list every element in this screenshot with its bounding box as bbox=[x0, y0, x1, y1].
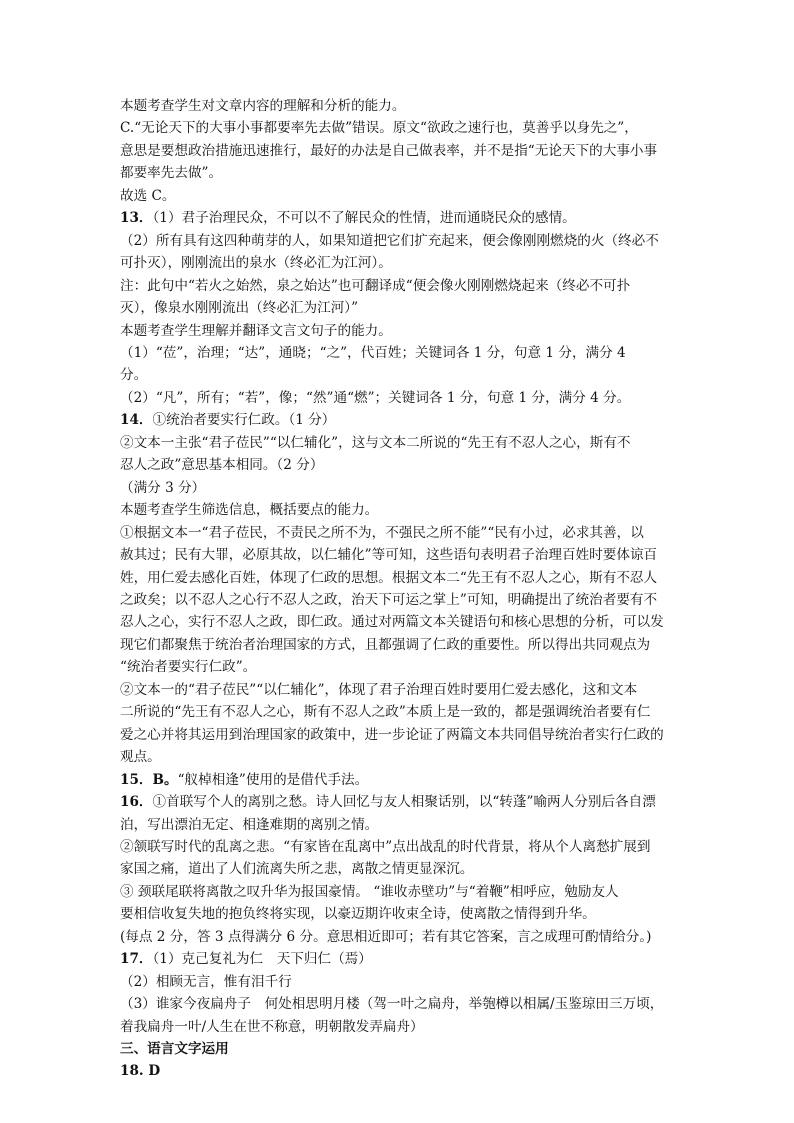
line-text: 忍人之政”意思基本相同。（2 分） bbox=[120, 457, 324, 474]
text-line bbox=[120, 948, 680, 970]
text-line bbox=[120, 634, 680, 656]
text-line bbox=[120, 432, 680, 454]
line-text: (每点 2 分，答 3 点得满分 6 分。意思相近即可；若有其它答案，言之成理可酌情给分。) bbox=[120, 928, 652, 945]
line-text: （3）谁家今夜扁舟子 何处相思明月楼（驾一叶之扁舟，举匏樽以相属/玉鉴琼田三万顷， bbox=[120, 996, 664, 1013]
text-line bbox=[120, 544, 680, 566]
text-line bbox=[120, 297, 680, 319]
text-line bbox=[120, 679, 680, 701]
text-line bbox=[120, 162, 680, 184]
line-text: （1）克己复礼为仁 天下归仁（焉） bbox=[152, 951, 372, 968]
text-line bbox=[120, 207, 680, 229]
line-text: （2）所有具有这四种萌芽的人，如果知道把它们扩充起来，便会像刚刚燃烧的火（终必不 bbox=[120, 232, 659, 249]
question-number: 13． bbox=[120, 210, 153, 227]
question-number: 三、语言文字运用 bbox=[120, 1041, 229, 1058]
text-line bbox=[120, 1016, 680, 1038]
line-text: ①根据文本一“君子莅民，不责民之所不为，不强民之所不能”“民有小过，必求其善，以 bbox=[120, 524, 644, 541]
line-text: “舣棹相逢”使用的是借代手法。 bbox=[177, 771, 369, 788]
text-line bbox=[120, 746, 680, 768]
line-text: ②文本一主张“君子莅民”“以仁辅化”，这与文本二所说的“先王有不忍人之心，斯有不 bbox=[120, 434, 631, 451]
line-text: 观点。 bbox=[120, 749, 161, 766]
text-line bbox=[120, 387, 680, 409]
line-text: ②文本一的“君子莅民”“以仁辅化”，体现了君子治理百姓时要用仁爱去感化，这和文本 bbox=[120, 681, 638, 698]
line-text: 二所说的“先王有不忍人之心，斯有不忍人之政”本质上是一致的，都是强调统治者要有仁 bbox=[120, 704, 651, 721]
text-line bbox=[120, 1038, 680, 1060]
text-line bbox=[120, 454, 680, 476]
line-text: 泊，写出漂泊无定、相逢难期的离别之情。 bbox=[120, 816, 379, 833]
line-text: C.“无论天下的大事小事都要率先去做”错误。原文“欲政之速行也，莫善乎以身先之”， bbox=[120, 120, 638, 137]
line-text: 本题考查学生筛选信息，概括要点的能力。 bbox=[120, 502, 379, 519]
question-number: 17． bbox=[120, 951, 153, 968]
text-line bbox=[120, 342, 680, 364]
text-line bbox=[120, 117, 680, 139]
line-text: （1）君子治理民众，不可以不了解民众的性情，进而通晓民众的感情。 bbox=[152, 210, 576, 227]
text-line bbox=[120, 230, 680, 252]
line-text: （满分 3 分） bbox=[120, 479, 206, 496]
text-line bbox=[120, 567, 680, 589]
line-text: 灭），像泉水刚刚流出（终必汇为江河）” bbox=[120, 300, 359, 317]
text-line bbox=[120, 611, 680, 633]
line-text: ②颔联写时代的乱离之悲。“有家皆在乱离中”点出战乱的时代背景，将从个人离愁扩展到 bbox=[120, 838, 651, 855]
text-line bbox=[120, 499, 680, 521]
line-text: 意思是要想政治措施迅速推行，最好的办法是自己做表率，并不是指“无论天下的大事小事 bbox=[120, 142, 658, 159]
line-text: （1）“莅”，治理；“达”，通晓；“之”，代百姓；关键词各 1 分，句意 1 分，满分 4 bbox=[120, 344, 626, 361]
text-line bbox=[120, 993, 680, 1015]
line-text: 忍人之心，实行不忍人之政，即仁政。通过对两篇文本关键语句和核心思想的分析，可以发 bbox=[120, 614, 664, 631]
text-line bbox=[120, 769, 680, 791]
text-line bbox=[120, 926, 680, 948]
text-line bbox=[120, 364, 680, 386]
text-line bbox=[120, 971, 680, 993]
line-text: 都要率先去做”。 bbox=[120, 165, 223, 182]
line-text: 赦其过；民有大罪，必原其故，以仁辅化”等可知，这些语句表明君子治理百姓时要体谅百 bbox=[120, 547, 658, 564]
text-line bbox=[120, 185, 680, 207]
question-number: 18. D bbox=[120, 1063, 161, 1080]
document-body bbox=[120, 95, 680, 1083]
line-text: “统治者要实行仁政”。 bbox=[120, 659, 257, 676]
line-text: ①统治者要实行仁政。（1 分） bbox=[152, 412, 336, 429]
text-line bbox=[120, 814, 680, 836]
line-text: 本题考查学生对文章内容的理解和分析的能力。 bbox=[120, 98, 406, 114]
line-text: 着我扁舟一叶/人生在世不称意，明朝散发弄扁舟） bbox=[120, 1018, 424, 1035]
line-text: ③ 颈联尾联将离散之叹升华为报国豪情。 “谁收赤壁功”与“着鞭”相呼应，勉励友人 bbox=[120, 883, 619, 900]
text-line bbox=[120, 881, 680, 903]
text-line bbox=[120, 589, 680, 611]
line-text: 姓，用仁爱去感化百姓，体现了仁政的思想。根据文本二“先王有不忍人之心，斯有不忍人 bbox=[120, 569, 658, 586]
text-line bbox=[120, 701, 680, 723]
line-text: 注：此句中“若火之始然，泉之始达”也可翻译成“便会像火刚刚燃烧起来（终必不可扑 bbox=[120, 277, 631, 294]
question-number: 15．B。 bbox=[120, 771, 178, 788]
text-line bbox=[120, 252, 680, 274]
text-line bbox=[120, 724, 680, 746]
line-text: 现它们都聚焦于统治者治理国家的方式，且都强调了仁政的重要性。所以得出共同观点为 bbox=[120, 636, 651, 653]
line-text: （2）“凡”，所有；“若”，像；“然”通“燃”；关键词各 1 分，句意 1 分，满分 4 分。 bbox=[120, 389, 631, 406]
text-line bbox=[120, 903, 680, 925]
text-line bbox=[120, 858, 680, 880]
line-text: 爱之心并将其运用到治理国家的政策中，进一步论证了两篇文本共同倡导统治者实行仁政的 bbox=[120, 726, 664, 743]
text-line bbox=[120, 522, 680, 544]
line-text: 故选 C。 bbox=[120, 187, 176, 204]
text-line bbox=[120, 140, 680, 162]
text-line bbox=[120, 477, 680, 499]
line-text: ①首联写个人的离别之愁。诗人回忆与友人相聚话别，以“转蓬”喻两人分别后各自漂 bbox=[152, 794, 656, 811]
line-text: 要相信收复失地的抱负终将实现，以豪迈期许收束全诗，使离散之情得到升华。 bbox=[120, 906, 596, 923]
line-text: 家国之痛，道出了人们流离失所之悲，离散之情更显深沉。 bbox=[120, 861, 474, 878]
line-text: 分。 bbox=[120, 367, 148, 384]
text-line bbox=[120, 95, 680, 117]
text-line bbox=[120, 275, 680, 297]
text-line bbox=[120, 320, 680, 342]
question-number: 14． bbox=[120, 412, 153, 429]
question-number: 16． bbox=[120, 794, 153, 811]
text-line bbox=[120, 1060, 680, 1082]
text-line bbox=[120, 791, 680, 813]
line-text: 可扑灭），刚刚流出的泉水（终必汇为江河）。 bbox=[120, 255, 392, 272]
text-line bbox=[120, 836, 680, 858]
line-text: 本题考查学生理解并翻译文言文句子的能力。 bbox=[120, 322, 392, 339]
line-text: 之政矣；以不忍人之心行不忍人之政，治天下可运之掌上”可知，明确提出了统治者要有不 bbox=[120, 591, 658, 608]
text-line bbox=[120, 656, 680, 678]
line-text: （2）相顾无言，惟有泪千行 bbox=[120, 973, 292, 990]
text-line bbox=[120, 409, 680, 431]
